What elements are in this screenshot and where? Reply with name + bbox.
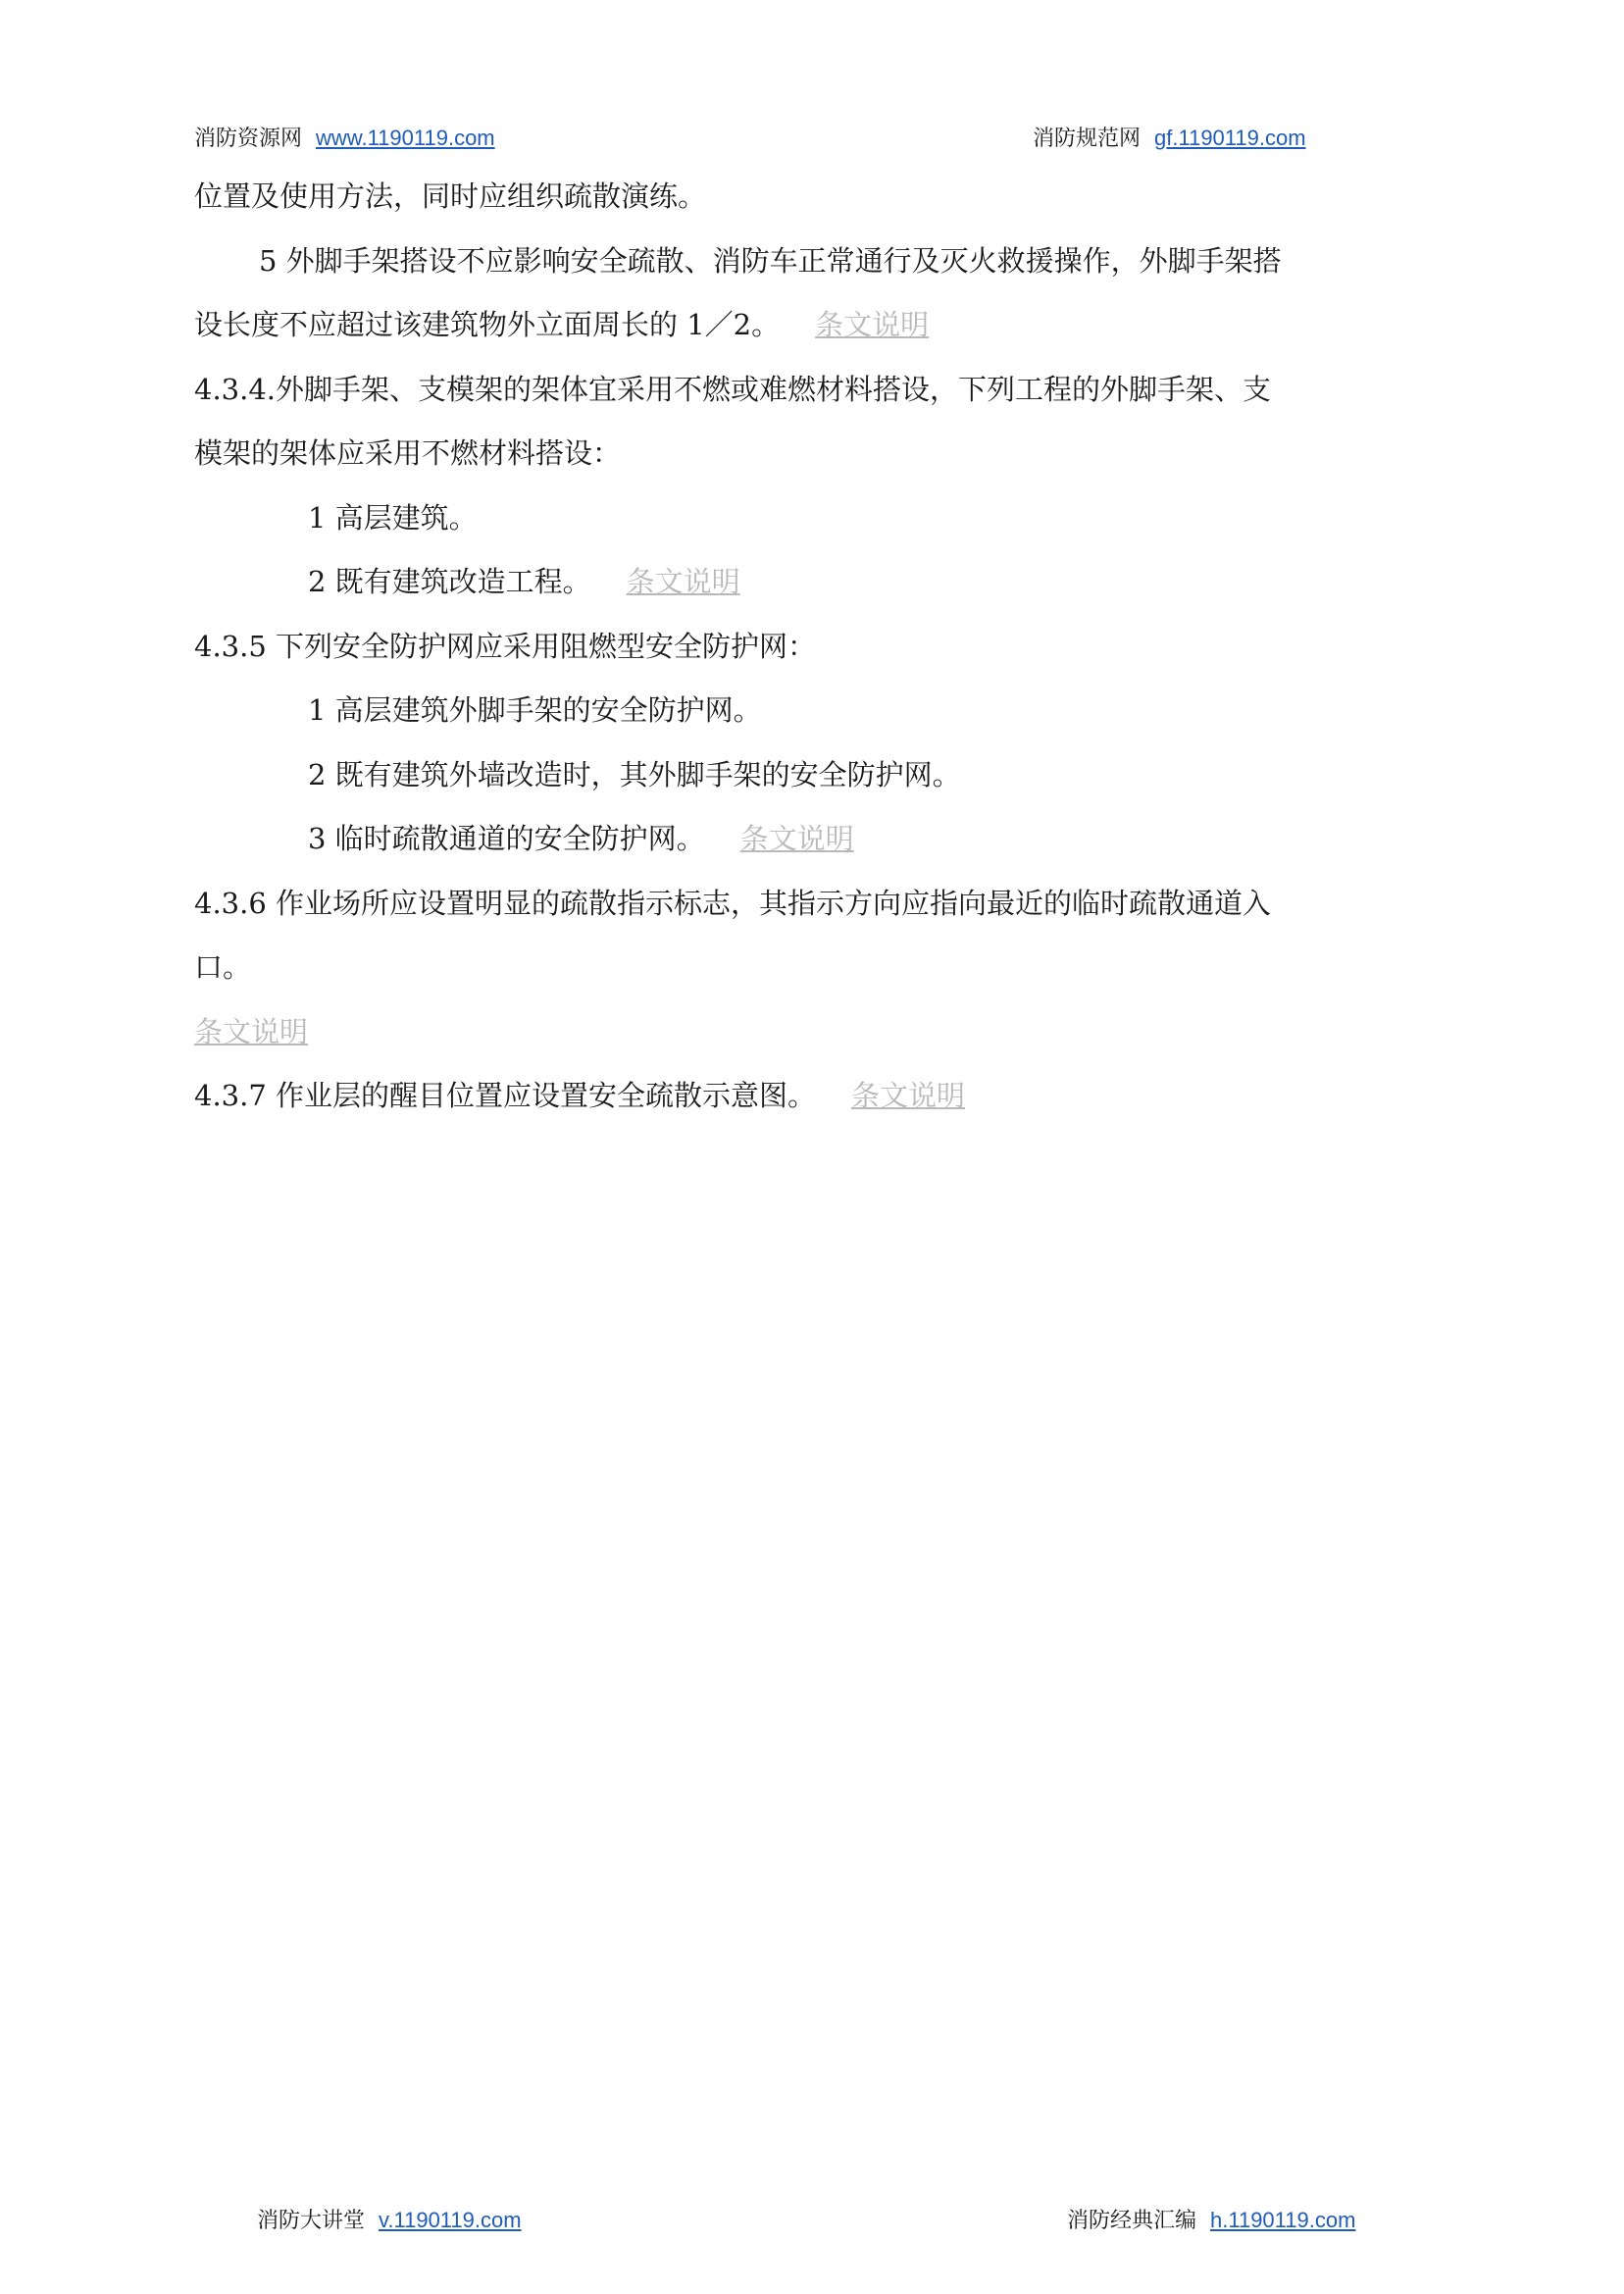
header-right-link[interactable]: gf.1190119.com bbox=[1154, 126, 1306, 150]
item-5-line-2 bbox=[194, 293, 1445, 358]
clause-4-3-4-item-1: 1 高层建筑。 bbox=[308, 500, 478, 535]
clause-note-link[interactable]: 条文说明 bbox=[739, 822, 854, 855]
clause-4-3-4-item-2 bbox=[194, 550, 1445, 615]
clause-4-3-5-item-3-text: 3 临时疏散通道的安全防护网。 bbox=[308, 822, 705, 855]
header-right bbox=[1033, 122, 1306, 152]
clause-4-3-7-line-1 bbox=[194, 1064, 1445, 1129]
header-left-link[interactable]: www.1190119.com bbox=[316, 126, 495, 150]
clause-note-link[interactable]: 条文说明 bbox=[194, 1014, 309, 1048]
clause-4-3-4-line-2: 模架的架体应采用不燃材料搭设： bbox=[194, 436, 622, 470]
clause-4-3-6-note-line bbox=[194, 1000, 1445, 1065]
footer-right-link[interactable]: h.1190119.com bbox=[1210, 2208, 1356, 2232]
clause-4-3-6-line-1: 4.3.6 作业场所应设置明显的疏散指示标志，其指示方向应指向最近的临时疏散通道入 bbox=[194, 886, 1272, 920]
item-5-text: 设长度不应超过该建筑物外立面周长的 1／2。 bbox=[194, 308, 781, 341]
clause-4-3-5-item-3 bbox=[194, 807, 1445, 872]
clause-4-3-4-line-1: 4.3.4.外脚手架、支模架的架体宜采用不燃或难燃材料搭设，下列工程的外脚手架、支 bbox=[194, 372, 1272, 406]
clause-4-3-5-item-1: 1 高层建筑外脚手架的安全防护网。 bbox=[308, 693, 762, 727]
header-left-site: 消防资源网 bbox=[194, 127, 303, 151]
clause-4-3-5-line-1: 4.3.5 下列安全防护网应采用阻燃型安全防护网： bbox=[194, 629, 817, 663]
clause-4-3-5-item-2: 2 既有建筑外墙改造时，其外脚手架的安全防护网。 bbox=[308, 757, 961, 791]
footer-left bbox=[257, 2204, 522, 2234]
header-left bbox=[194, 122, 495, 152]
item-5-line-1: 5 外脚手架搭设不应影响安全疏散、消防车正常通行及灭火救援操作，外脚手架搭 bbox=[259, 243, 1282, 278]
header-right-site: 消防规范网 bbox=[1033, 127, 1142, 151]
footer-left-site: 消防大讲堂 bbox=[257, 2209, 366, 2233]
footer-left-link[interactable]: v.1190119.com bbox=[379, 2208, 522, 2232]
document-body bbox=[194, 165, 1445, 1129]
clause-4-3-6-line-2: 口。 bbox=[194, 950, 252, 984]
footer-right-site: 消防经典汇编 bbox=[1067, 2209, 1197, 2233]
clause-4-3-4-item-2-text: 2 既有建筑改造工程。 bbox=[308, 565, 591, 598]
clause-4-3-7-text: 4.3.7 作业层的醒目位置应设置安全疏散示意图。 bbox=[194, 1079, 817, 1112]
clause-note-link[interactable]: 条文说明 bbox=[626, 565, 740, 598]
footer-right bbox=[1067, 2204, 1355, 2234]
paragraph-line: 位置及使用方法，同时应组织疏散演练。 bbox=[194, 179, 707, 213]
clause-note-link[interactable]: 条文说明 bbox=[851, 1079, 966, 1112]
clause-note-link[interactable]: 条文说明 bbox=[815, 308, 930, 341]
